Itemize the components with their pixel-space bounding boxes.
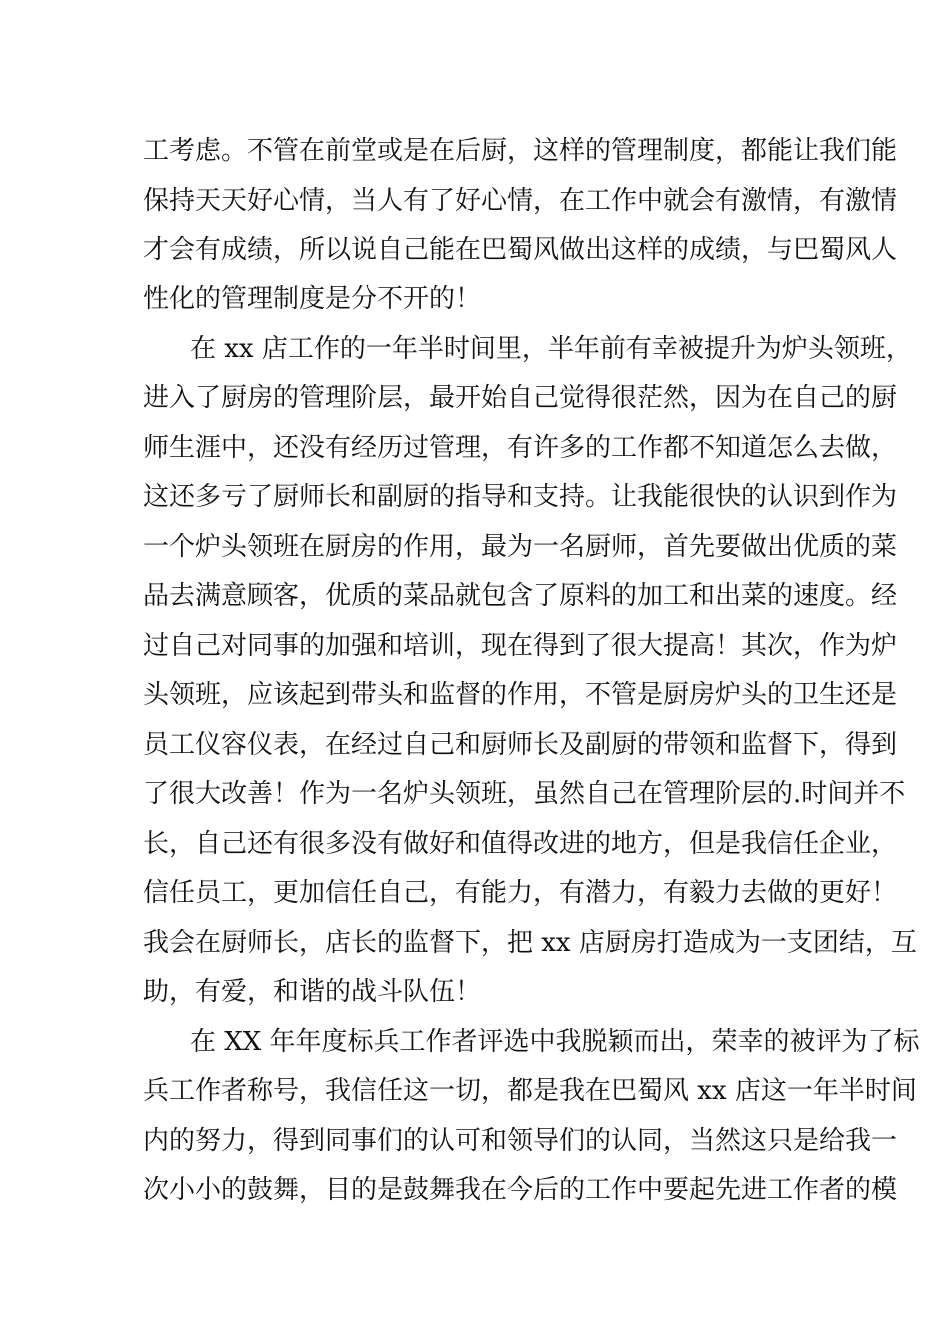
text-line [0,230,950,270]
line-text: 助，有爱，和谐的战斗队伍！ [143,977,482,1007]
text-line [0,725,950,765]
line-text: 员工仪容仪表，在经过自己和厨师长及副厨的带领和监督下，得到 [143,730,898,760]
line-text: 一个炉头领班在厨房的作用，最为一名厨师，首先要做出优质的菜 [143,532,898,562]
line-text: 我会在厨师长，店长的监督下，把 xx 店厨房打造成为一支团结，互 [143,928,917,958]
line-text: 在 XX 年年度标兵工作者评选中我脱颖而出，荣幸的被评为了标 [190,1027,920,1057]
line-text: 头领班，应该起到带头和监督的作用，不管是厨房炉头的卫生还是 [143,680,898,710]
line-text: 品去满意顾客，优质的菜品就包含了原料的加工和出菜的速度。经 [143,581,898,611]
line-text: 这还多亏了厨师长和副厨的指导和支持。让我能很快的认识到作为 [143,482,898,512]
line-text: 工考虑。不管在前堂或是在后厨，这样的管理制度，都能让我们能 [143,136,898,166]
text-line [0,181,950,221]
text-line [0,626,950,666]
text-line [0,428,950,468]
text-line [0,477,950,517]
line-text: 内的努力，得到同事们的认可和领导们的认同，当然这只是给我一 [143,1126,898,1156]
line-text: 兵工作者称号，我信任这一切，都是我在巴蜀风 xx 店这一年半时间 [143,1076,917,1106]
text-line [0,576,950,616]
text-line [0,774,950,814]
text-line [0,1170,950,1210]
text-line [0,527,950,567]
text-line [0,675,950,715]
line-text: 进入了厨房的管理阶层，最开始自己觉得很茫然，因为在自己的厨 [143,383,898,413]
line-text: 了很大改善！作为一名炉头领班，虽然自己在管理阶层的.时间并不 [143,779,906,809]
text-line [0,329,950,369]
text-line [0,131,950,171]
text-line [0,279,950,319]
line-text: 才会有成绩，所以说自己能在巴蜀风做出这样的成绩，与巴蜀风人 [143,235,898,265]
text-line [0,1071,950,1111]
line-text: 性化的管理制度是分不开的！ [143,284,482,314]
line-text: 信任员工，更加信任自己，有能力，有潜力，有毅力去做的更好！ [143,878,898,908]
text-line [0,1121,950,1161]
text-line [0,923,950,963]
text-line [0,873,950,913]
text-line [0,378,950,418]
line-text: 师生涯中，还没有经历过管理，有许多的工作都不知道怎么去做， [143,433,898,463]
text-line [0,1022,950,1062]
line-text: 保持天天好心情，当人有了好心情，在工作中就会有激情，有激情 [143,186,898,216]
line-text: 过自己对同事的加强和培训，现在得到了很大提高！其次，作为炉 [143,631,898,661]
text-line [0,824,950,864]
text-line [0,972,950,1012]
line-text: 次小小的鼓舞，目的是鼓舞我在今后的工作中要起先进工作者的模 [143,1175,898,1205]
line-text: 在 xx 店工作的一年半时间里，半年前有幸被提升为炉头领班， [190,334,912,364]
line-text: 长，自己还有很多没有做好和值得改进的地方，但是我信任企业， [143,829,898,859]
